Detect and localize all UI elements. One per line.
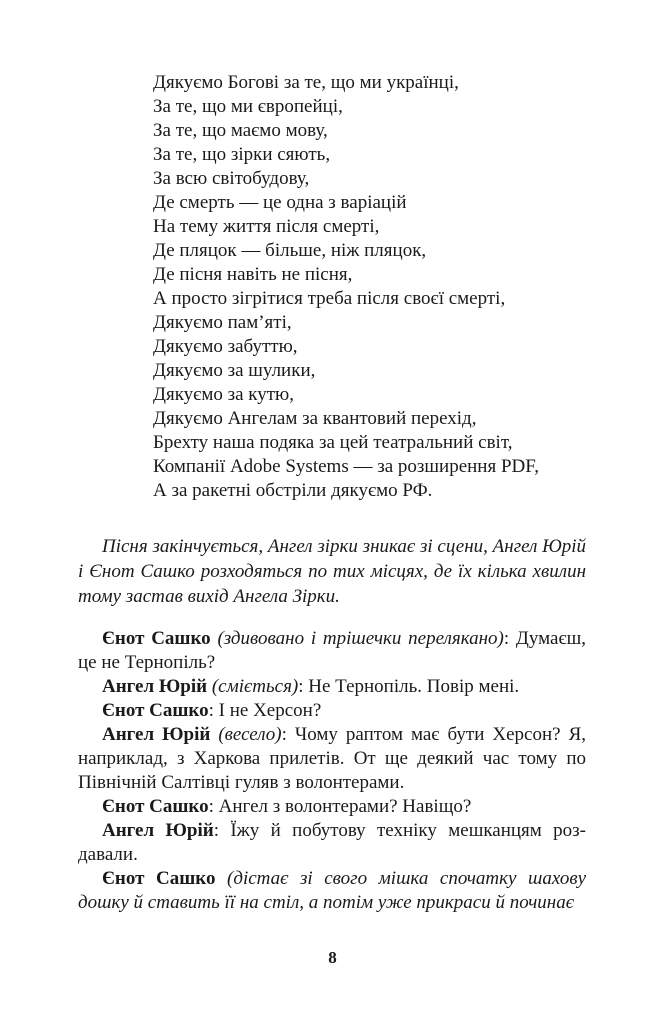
speaker-name: Єнот Сашко [102, 628, 211, 649]
poem-block [153, 71, 539, 503]
poem-line: За те, що маємо мову, [153, 120, 328, 141]
stage-direction: Пісня закінчується, Ангел зірки зникає зі сцени, Ангел Юрій і Єнот Сашко розходяться по тих місцях, де їх кілька хвилин тому застав вихід Ангела Зірки. [78, 536, 586, 607]
poem-line: Брехту наша подяка за цей театральний світ, [153, 432, 513, 453]
speaker-name: Єнот Сашко [102, 868, 216, 889]
stage-remark: (дістає зі свого мішка спочатку шахову дошку й ставить її на стіл, а потім уже прикраси й починає [78, 868, 587, 913]
speaker-name: Ангел Юрій [102, 724, 211, 745]
dialogue-text: : І не Херсон? [208, 700, 322, 721]
dialogue-text: : Думаєш, це не Тернопіль? [78, 628, 586, 673]
poem-line: Де пісня навіть не пісня, [153, 264, 353, 285]
poem-line: А просто зігрітися треба після своєї смерті, [153, 288, 506, 309]
poem-line: Дякуємо за шулики, [153, 360, 316, 381]
poem-line: Дякуємо за кутю, [153, 384, 294, 405]
dialogue-line [78, 867, 586, 915]
speaker-name: Ангел Юрій [102, 676, 208, 697]
poem-line: Де смерть — це одна з варіацій [153, 192, 407, 213]
dialogue-line [78, 627, 586, 675]
dialogue-line [78, 795, 586, 819]
poem-line: Дякуємо забуттю, [153, 336, 298, 357]
dialogue-line [78, 819, 586, 867]
speaker-name: Єнот Сашко [102, 700, 209, 721]
speaker-name: Ангел Юрій [102, 820, 214, 841]
dialogue-line [78, 723, 586, 795]
dialogue-text: : Ангел з волонтерами? Навіщо? [208, 796, 472, 817]
stage-remark: (здивовано і трішечки перелякано) [217, 628, 504, 649]
poem-line: За всю світобудову, [153, 168, 310, 189]
dialogue-text: : Чому раптом має бути Херсон? Я, наприклад, з Харкова прилетів. От ще деякий час тому по Північній Салтівці гуляв з волонтерами. [78, 724, 587, 793]
poem-line: А за ракетні обстріли дякуємо РФ. [153, 480, 433, 501]
page-number: 8 [328, 948, 337, 967]
stage-remark: (сміється) [211, 676, 299, 697]
dialogue-line [78, 675, 586, 699]
poem-line: Дякуємо Ангелам за квантовий перехід, [153, 408, 477, 429]
speaker-name: Єнот Сашко [102, 796, 209, 817]
dialogue-line [78, 699, 586, 723]
poem-line: Де пляцок — більше, ніж пляцок, [153, 240, 427, 261]
poem-line: На тему життя після смерті, [153, 216, 380, 237]
poem-line: За те, що зірки сяють, [153, 144, 331, 165]
poem-line: Компанії Adobe Systems — за розширення PDF, [153, 456, 540, 477]
dialogue-text: : Не Тернопіль. Повір мені. [298, 676, 520, 697]
poem-line: Дякуємо пам’яті, [153, 312, 292, 333]
poem-line: За те, що ми європейці, [153, 96, 343, 117]
poem-line: Дякуємо Богові за те, що ми українці, [153, 72, 459, 93]
dialogue-block [78, 627, 586, 915]
stage-remark: (весело) [218, 724, 282, 745]
dialogue-text: : Їжу й побутову техніку мешканцям роздавали. [78, 820, 586, 865]
